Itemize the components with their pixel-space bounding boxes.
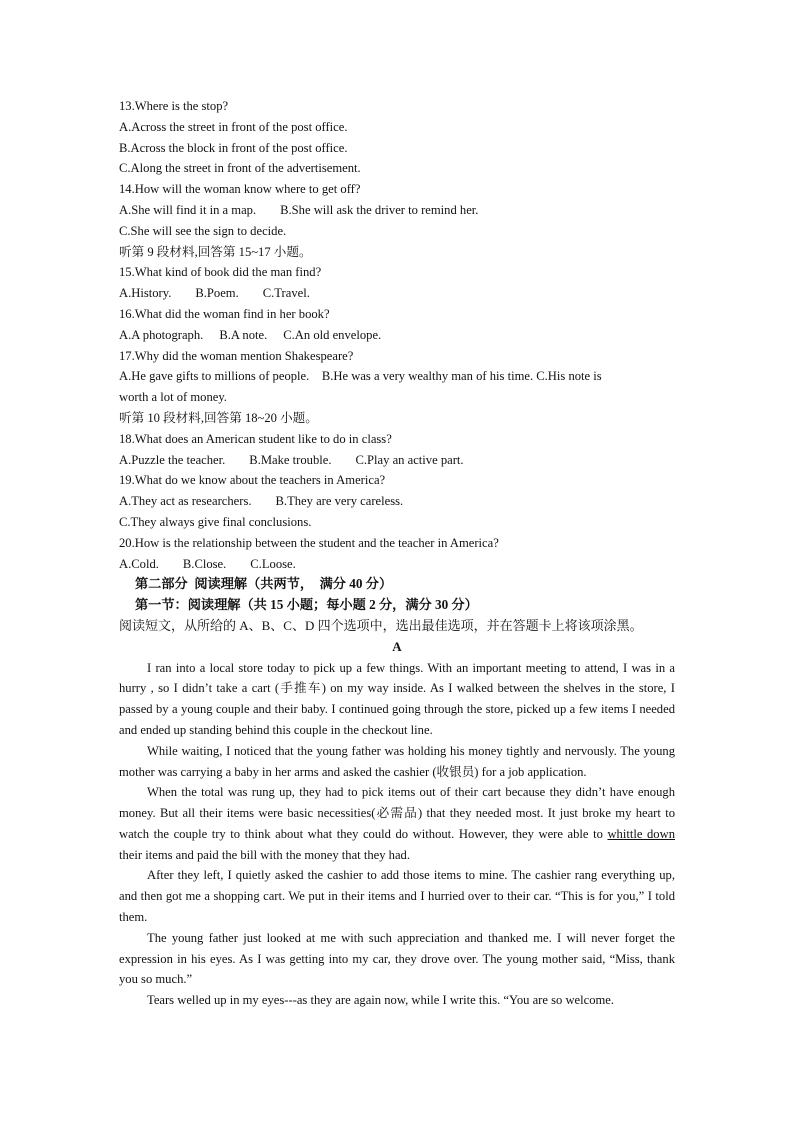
document-page — [119, 96, 675, 1011]
option-13a: A.Across the street in front of the post office. — [119, 119, 348, 134]
passage-paragraph-3 — [119, 782, 675, 865]
passage-paragraph-5: The young father just looked at me with such appreciation and thanked me. I will never forget the expression in his eyes. As I was getting into my car, they drove over. The young mother said, “Miss, thank you so much.” — [119, 930, 675, 987]
question-19: 19.What do we know about the teachers in America? — [119, 473, 386, 488]
question-15: 15.What kind of book did the man find? — [119, 265, 322, 280]
question-20: 20.How is the relationship between the student and the teacher in America? — [119, 535, 499, 550]
option-15b: B.Poem. — [195, 286, 239, 301]
question-18: 18.What does an American student like to do in class? — [119, 431, 392, 446]
option-18c: C.Play an active part. — [355, 452, 464, 467]
option-13b: B.Across the block in front of the post office. — [119, 140, 348, 155]
options-19-row1 — [119, 491, 675, 512]
options-15 — [119, 283, 675, 304]
option-19b: B.They are very careless. — [275, 494, 404, 509]
options-17-row1: A.He gave gifts to millions of people. B.He was a very wealthy man of his time. C.His note is — [119, 369, 602, 384]
option-13c: C.Along the street in front of the advertisement. — [119, 161, 361, 176]
options-18 — [119, 450, 675, 471]
question-17: 17.Why did the woman mention Shakespeare? — [119, 348, 354, 363]
option-18b: B.Make trouble. — [249, 452, 332, 467]
options-17-row2: worth a lot of money. — [119, 390, 227, 405]
option-20c: C.Loose. — [250, 556, 296, 571]
options-14-row1 — [119, 200, 675, 221]
option-14b: B.She will ask the driver to remind her. — [280, 202, 479, 217]
option-15a: A.History. — [119, 286, 172, 301]
option-16c: C.An old envelope. — [283, 327, 382, 342]
option-20a: A.Cold. — [119, 556, 159, 571]
instruction-section-9: 听第 9 段材料,回答第 15~17 小题。 — [119, 244, 312, 259]
option-16a: A.A photograph. — [119, 327, 204, 342]
question-16: 16.What did the woman find in her book? — [119, 306, 330, 321]
instruction-section-10: 听第 10 段材料,回答第 18~20 小题。 — [119, 410, 318, 425]
part2-heading: 第二部分 阅读理解（共两节， 满分 40 分） — [135, 576, 393, 592]
passage-paragraph-2: While waiting, I noticed that the young father was holding his money tightly and nervously. The young mother was carrying a baby in her arms and asked the cashier (收银员) for a job application. — [119, 743, 675, 779]
option-14c: C.She will see the sign to decide. — [119, 223, 287, 238]
option-20b: B.Close. — [182, 556, 227, 571]
option-19a: A.They act as researchers. — [119, 494, 252, 509]
options-16 — [119, 325, 675, 346]
paragraph-3-text-after: their items and paid the bill with the money that they had. — [119, 847, 410, 862]
passage-label: A — [392, 638, 402, 654]
reading-instruction: 阅读短文，从所给的 A、B、C、D 四个选项中，选出最佳选项，并在答题卡上将该项涂黑。 — [119, 617, 643, 633]
option-14a: A.She will find it in a map. — [119, 202, 257, 217]
passage-paragraph-1: I ran into a local store today to pick up a few things. With an important meeting to attend, I was in a hurry , so I didn’t take a cart (手推车) on my way inside. As I walked between the shelves in the store, I passed by a young couple and their baby. I continued going through the store, picked up a few items I needed and ended up standing behind this couple in the checkout line. — [119, 660, 675, 737]
option-15c: C.Travel. — [262, 286, 310, 301]
option-19c: C.They always give final conclusions. — [119, 514, 312, 529]
options-20 — [119, 554, 675, 575]
question-14: 14.How will the woman know where to get off? — [119, 182, 361, 197]
paragraph-3-text-before: When the total was rung up, they had to pick items out of their cart because they didn’t have enough money. But all their items were basic necessities(必需品) that they needed most. It just broke my heart to watch the couple try to think about what they could do without. However, they were able to — [119, 785, 675, 841]
section1-heading: 第一节：阅读理解（共 15 小题；每小题 2 分，满分 30 分） — [135, 597, 478, 613]
question-13: 13.Where is the stop? — [119, 99, 229, 113]
passage-paragraph-4: After they left, I quietly asked the cashier to add those items to mine. The cashier rang everything up, and then got me a shopping cart. We put in their items and I hurried over to their car. “This is for you,” I told them. — [119, 868, 675, 925]
option-16b: B.A note. — [219, 327, 268, 342]
underlined-phrase: whittle down — [607, 826, 675, 841]
passage-paragraph-6: Tears welled up in my eyes---as they are again now, while I write this. “You are so welcome. — [147, 993, 615, 1008]
option-18a: A.Puzzle the teacher. — [119, 452, 226, 467]
